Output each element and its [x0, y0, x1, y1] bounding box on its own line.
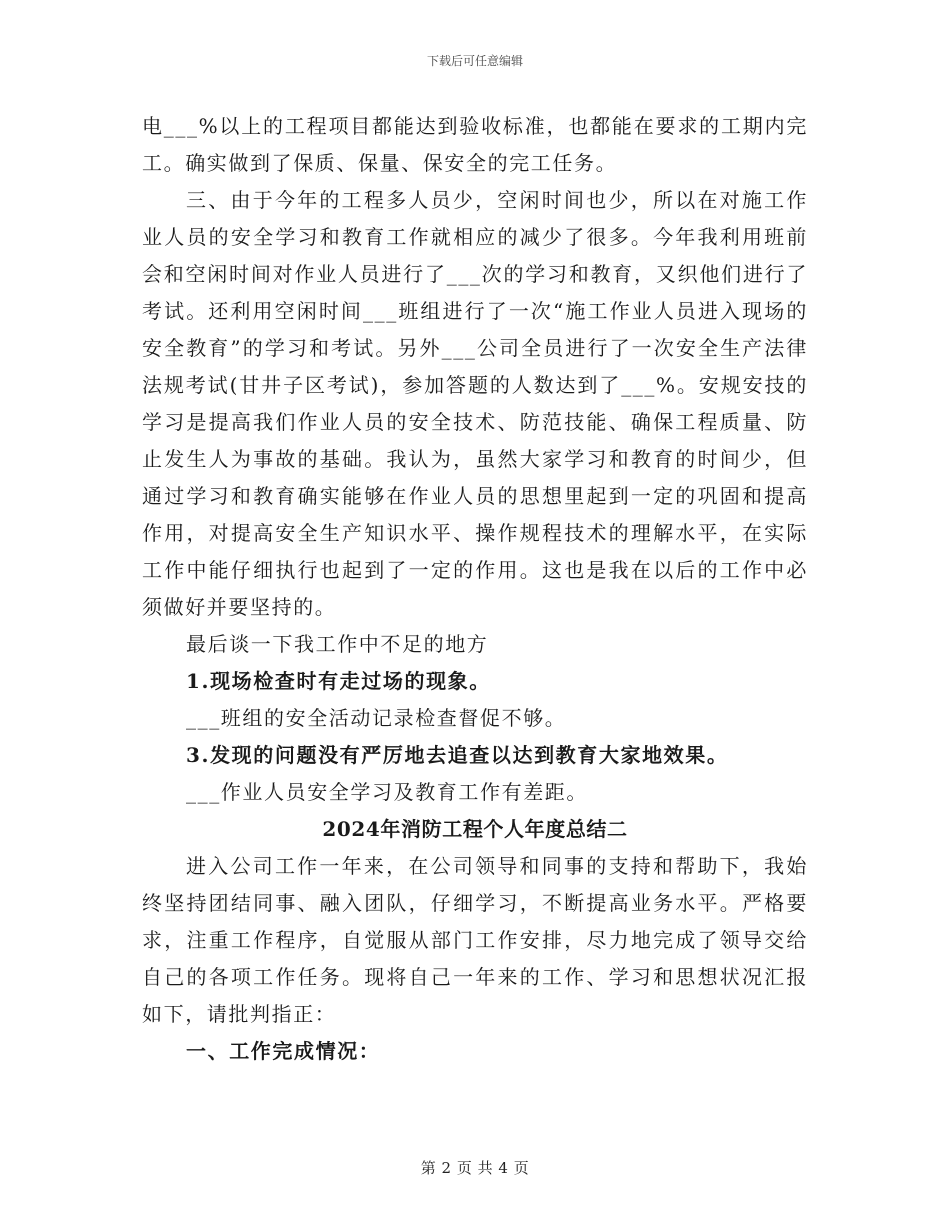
paragraph-shortcomings-intro: 最后谈一下我工作中不足的地方 [186, 632, 489, 656]
shortcoming-item-2: ___班组的安全活动记录检查督促不够。 [186, 706, 567, 730]
page-number: 第 2 页 共 4 页 [420, 1159, 530, 1177]
paragraph-safety-education: 三、由于今年的工程多人员少，空闲时间也少，所以在对施工作业人员的安全学习和教育工作就相应的减少了很多。今年我利用班前会和空闲时间对作业人员进行了___次的学习和教育，又织他们进行了考试。还利用空闲时间___班组进行了一次“施工作业人员进入现场的安全教育”的学习和考试。另外___公司全员进行了一次安全生产法律法规考试(甘井子区考试)，参加答题的人数达到了___%。安规安技的学习是提高我们作业人员的安全技术、防范技能、确保工程质量、防止发生人为事故的基础。我认为，虽然大家学习和教育的时间少，但通过学习和教育确实能够在作业人员的思想里起到一定的巩固和提高作用，对提高安全生产知识水平、操作规程技术的理解水平，在实际工作中能仔细执行也起到了一定的作用。这也是我在以后的工作中必须做好并要坚持的。 [142, 188, 808, 619]
document-body [142, 108, 808, 1070]
shortcoming-item-1: 1.现场检查时有走过场的现象。 [186, 669, 491, 693]
section-title: 2024年消防工程个人年度总结二 [322, 817, 628, 841]
shortcoming-item-4: ___作业人员安全学习及教育工作有差距。 [186, 780, 588, 804]
heading-work-completion: 一、工作完成情况： [186, 1039, 381, 1063]
paragraph-summary-intro: 进入公司工作一年来，在公司领导和同事的支持和帮助下，我始终坚持团结同事、融入团队，仔细学习，不断提高业务水平。严格要求，注重工作程序，自觉服从部门工作安排，尽力地完成了领导交给自己的各项工作任务。现将自己一年来的工作、学习和思想状况汇报如下，请批判指正： [142, 854, 808, 1026]
header-note: 下载后可任意编辑 [426, 54, 523, 68]
shortcoming-item-3: 3.发现的问题没有严厉地去追查以达到教育大家地效果。 [186, 743, 729, 767]
paragraph-completion: 电___%以上的工程项目都能达到验收标准，也都能在要求的工期内完工。确实做到了保质、保量、保安全的完工任务。 [142, 114, 808, 175]
